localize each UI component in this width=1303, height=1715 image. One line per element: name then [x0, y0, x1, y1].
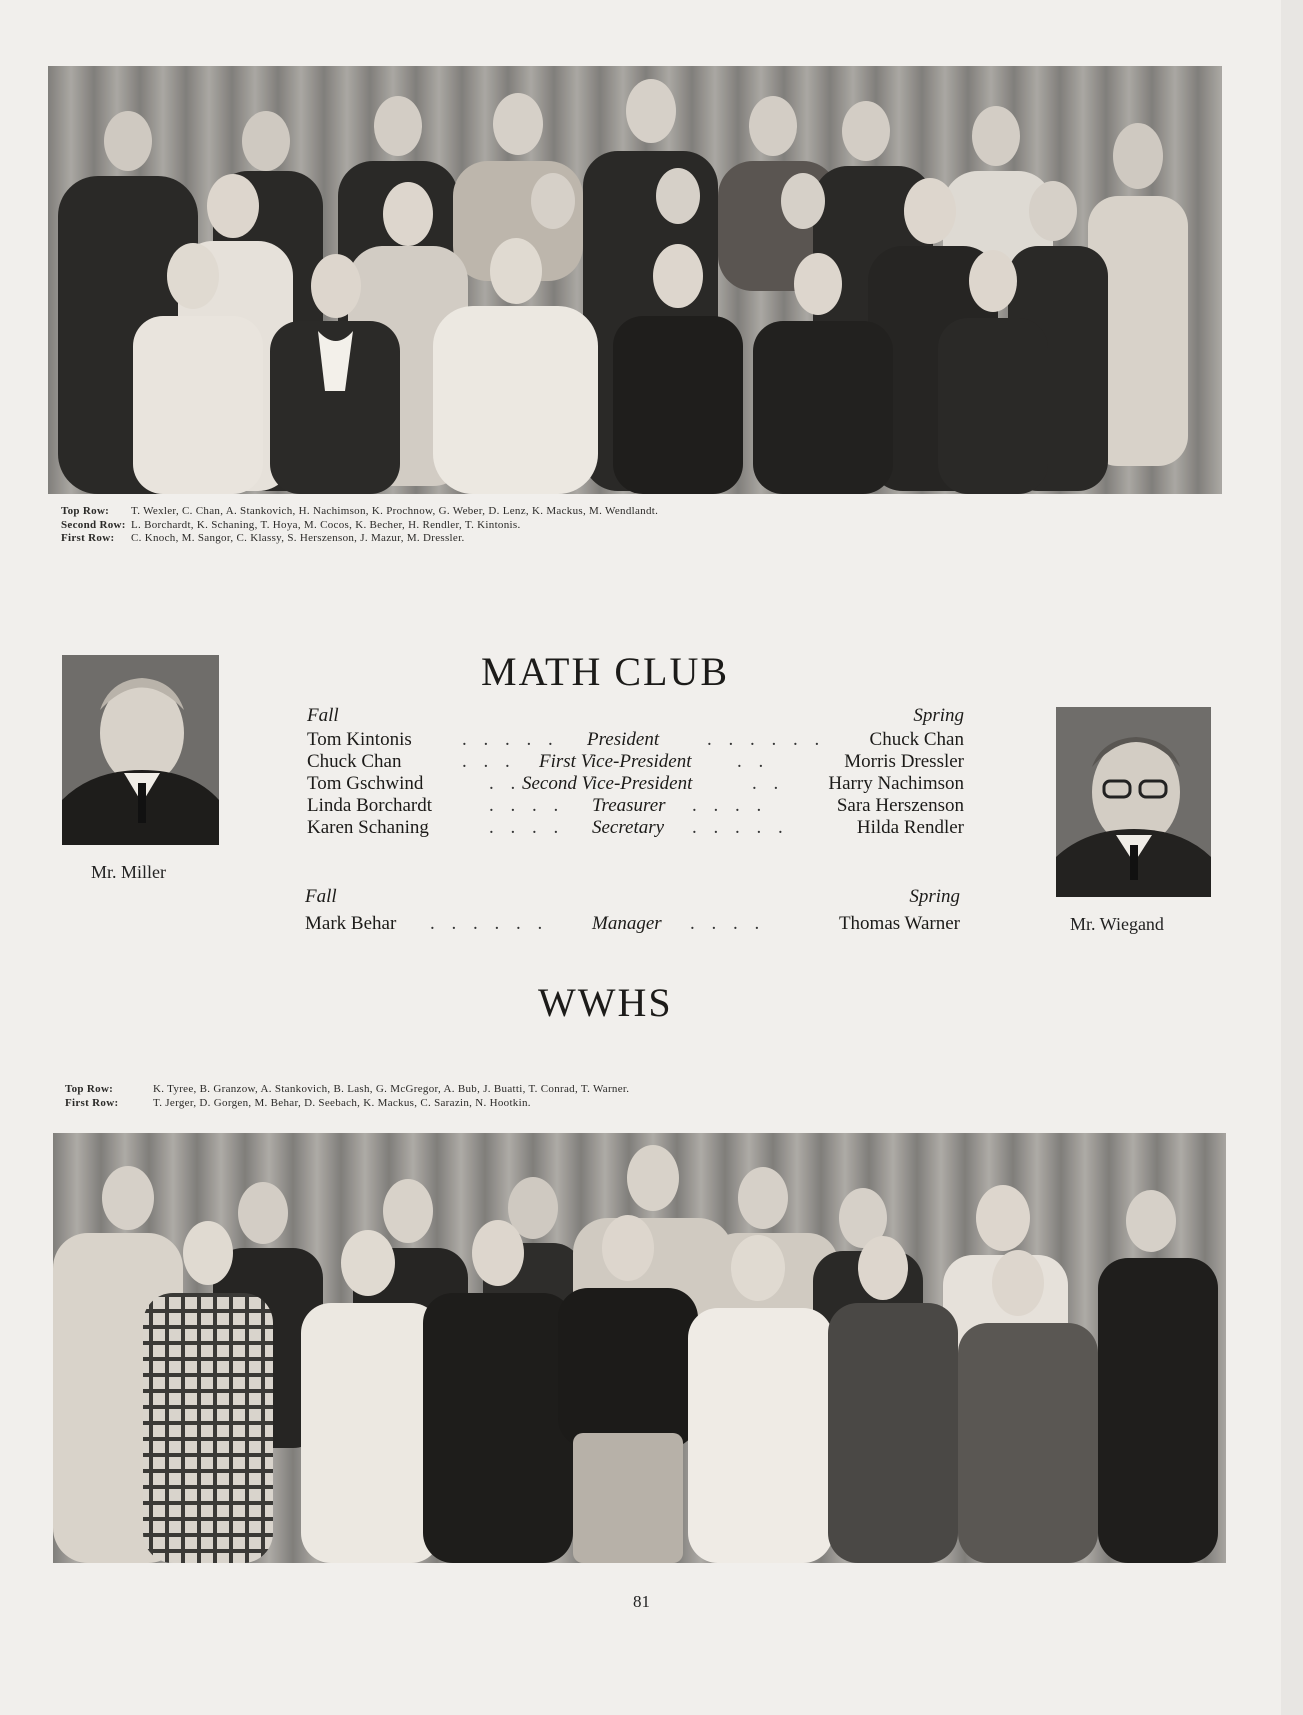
fall-manager: Mark Behar [305, 913, 397, 934]
math-club-group-photo [48, 66, 1222, 494]
spring-column-label: Spring [913, 705, 964, 726]
office-title: Treasurer [592, 795, 666, 816]
leader-dots: . . . . [690, 913, 766, 934]
leader-dots: . . [752, 773, 785, 794]
caption-row: First Row: C. Knoch, M. Sangor, C. Klassy, S. Herszenson, J. Mazur, M. Dressler. [61, 532, 465, 544]
office-title: Manager [592, 913, 662, 934]
manager-table [305, 886, 960, 938]
fall-officer: Karen Schaning [307, 817, 429, 838]
math-club-title: MATH CLUB [481, 649, 730, 694]
leader-dots: . . [489, 773, 522, 794]
leader-dots: . . [737, 751, 770, 772]
fall-officer: Tom Gschwind [307, 773, 424, 794]
manager-row [305, 913, 960, 935]
wwhs-title: WWHS [538, 980, 673, 1025]
manager-spring-label: Spring [909, 886, 960, 907]
officer-row [307, 773, 964, 795]
advisor-name-right: Mr. Wiegand [1070, 914, 1164, 934]
fall-officer: Tom Kintonis [307, 729, 412, 750]
caption-row: Top Row: K. Tyree, B. Granzow, A. Stankovich, B. Lash, G. McGregor, A. Bub, J. Buatti, T. Conrad, T. Warner. [65, 1083, 630, 1095]
spring-officer: Chuck Chan [869, 729, 964, 750]
leader-dots: . . . . [489, 817, 565, 838]
office-title: Secretary [592, 817, 665, 838]
caption-row: First Row: T. Jerger, D. Gorgen, M. Behar, D. Seebach, K. Mackus, C. Sarazin, N. Hootkin. [65, 1096, 531, 1109]
spring-officer: Hilda Rendler [856, 817, 964, 838]
math-club-photo-caption [61, 505, 658, 546]
officer-row [307, 729, 964, 751]
spring-officer: Morris Dressler [844, 751, 964, 772]
leader-dots: . . . . . . [430, 913, 549, 934]
officer-row [307, 817, 964, 839]
spring-manager: Thomas Warner [838, 913, 960, 934]
advisor-name-left: Mr. Miller [91, 862, 166, 882]
office-title: First Vice-President [539, 751, 692, 772]
page-number: 81 [633, 1592, 650, 1611]
fall-column-label: Fall [307, 705, 339, 726]
leader-dots: . . . [462, 751, 516, 772]
caption-row: Top Row: T. Wexler, C. Chan, A. Stankovich, H. Nachimson, K. Prochnow, G. Weber, D. Lenz, K. Mackus, M. Wendlandt. [61, 505, 659, 517]
office-title: Second Vice-President [522, 773, 693, 794]
office-title: President [587, 729, 660, 750]
advisor-portrait-left [62, 655, 219, 845]
officers-table [307, 705, 964, 855]
officer-row [307, 795, 964, 817]
leader-dots: . . . . . [692, 817, 789, 838]
wwhs-photo-caption [65, 1083, 629, 1110]
leader-dots: . . . . . . [707, 729, 826, 750]
leader-dots: . . . . [692, 795, 768, 816]
fall-officer: Linda Borchardt [307, 795, 433, 816]
officer-row [307, 751, 964, 773]
spring-officer: Harry Nachimson [828, 773, 964, 794]
spring-officer: Sara Herszenson [836, 795, 964, 816]
wwhs-group-photo [53, 1133, 1226, 1563]
fall-officer: Chuck Chan [307, 751, 402, 772]
leader-dots: . . . . [489, 795, 565, 816]
advisor-portrait-right [1056, 707, 1211, 897]
caption-row: Second Row: L. Borchardt, K. Schaning, T. Hoya, M. Cocos, K. Becher, H. Rendler, T. Kintonis. [61, 518, 521, 531]
leader-dots: . . . . . [462, 729, 559, 750]
manager-fall-label: Fall [305, 886, 337, 907]
